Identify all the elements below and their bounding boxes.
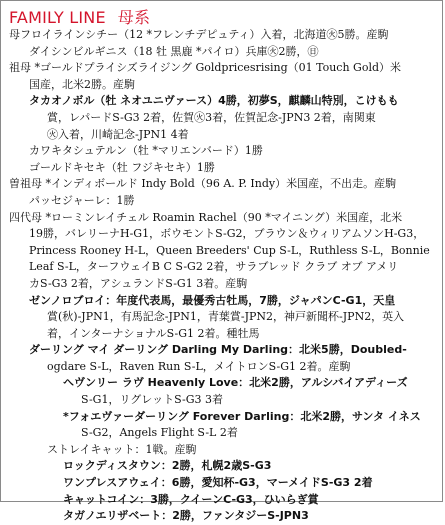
line-fourth-dam-cont: カS-G3 2着，アシュランドS-G1 3着。産駒 [29,276,248,290]
line-fourth-dam: 四代母 *ローミンレイチェル Roamin Rachel（90 *マイニング）米国産，北米 [9,210,403,224]
line-grand-progeny: キャットコイン：3勝，クイーンC-G3，ひいらぎ賞 [63,492,319,506]
line-progeny: パッセジャーレ：1勝 [29,193,135,207]
section-title [9,5,150,28]
line-fourth-dam-cont: Leaf S-L，ターフウェイB C S-G2 2着，サラブレッド クラブ オブ アメリ [29,260,399,274]
line-granddam-cont: 国産，北米2勝。産駒 [29,77,135,91]
line-progeny: ゴールドキセキ（牡 フジキセキ）1勝 [29,160,215,174]
line-progeny: カワキタシュテルン（牡 *マリエンバード）1勝 [29,144,263,158]
line-progeny: ストレイキャット：1戦。産駒 [47,442,197,456]
line-progeny-cont: ogdare S-L，Raven Run S-L，メイトロンS-G1 2着。産駒 [47,359,351,373]
line-grand-progeny: ロックディスタウン：2勝，札幌2歳S-G3 [63,459,272,473]
line-grand-progeny: ヘヴンリー ラヴ Heavenly Love：北米2勝，アルシバイアディーズ [63,376,408,390]
line-grand-progeny: タガノエリザベート：2勝，ファンタジーS-JPN3 [63,509,309,523]
line-granddam: 祖母 *ゴールドプライシズライジング Goldpricesrising（01 Touch Gold）米 [9,61,402,75]
line-progeny: ダイシンビルギニス（18 牡 黒鹿 *パイロ）兵庫㊋2勝，㊐ [29,44,319,58]
subtitle-text: 母系 [117,8,151,27]
line-progeny-cont: 賞(秋)-JPN1，有馬記念-JPN1，青葉賞-JPN2，神戸新聞杯-JPN2，英入 [47,310,405,324]
line-progeny-cont: 賞，レパードS-G3 2着，佐賀㊋3着，佐賀記念-JPN3 2着，南関東 [47,110,376,124]
line-progeny-bold: タカオノボル（牡 ネオユニヴァース）4勝，初夢S，麒麟山特別，こけもも [29,94,399,108]
line-progeny-bold: ダーリング マイ ダーリング Darling My Darling：北米5勝，Doubled- [29,343,407,357]
line-grand-progeny: ワンプレスアウェイ：6勝，愛知杯-G3，マーメイドS-G3 2着 [63,476,373,490]
line-great-granddam: 曽祖母 *インディボールド Indy Bold（96 A. P. Indy）米国産，不出走。産駒 [9,177,397,191]
line-grand-progeny-cont: S-G2，Angels Flight S-L 2着 [81,426,238,440]
line-progeny-cont: ㊋入着，川崎記念-JPN1 4着 [47,127,189,141]
line-fourth-dam-cont: Princess Rooney H-L，Queen Breeders' Cup S-L，Ruthless S-L，Bonnie [29,243,430,257]
line-progeny-bold: ゼンノロブロイ：年度代表馬，最優秀古牡馬，7勝，ジャパンC-G1，天皇 [29,293,396,307]
line-progeny-cont: 着，インターナショナルS-G1 2着。種牡馬 [47,326,260,340]
line-dam: 母フロイラインシチー（12 *フレンチデピュティ）入着，北海道㊋5勝。産駒 [9,28,389,41]
line-fourth-dam-cont: 19勝，バレリーナH-G1，ボウモントS-G2，ブラウン＆ウィリアムソンH-G3， [29,227,425,241]
pedigree-text [9,27,439,525]
title-text: FAMILY LINE [9,8,106,27]
line-grand-progeny-cont: S-G1，リグレットS-G3 3着 [81,393,224,407]
line-grand-progeny: *フォエヴァーダーリング Forever Darling：北米2勝，サンタ イネス [63,409,421,423]
